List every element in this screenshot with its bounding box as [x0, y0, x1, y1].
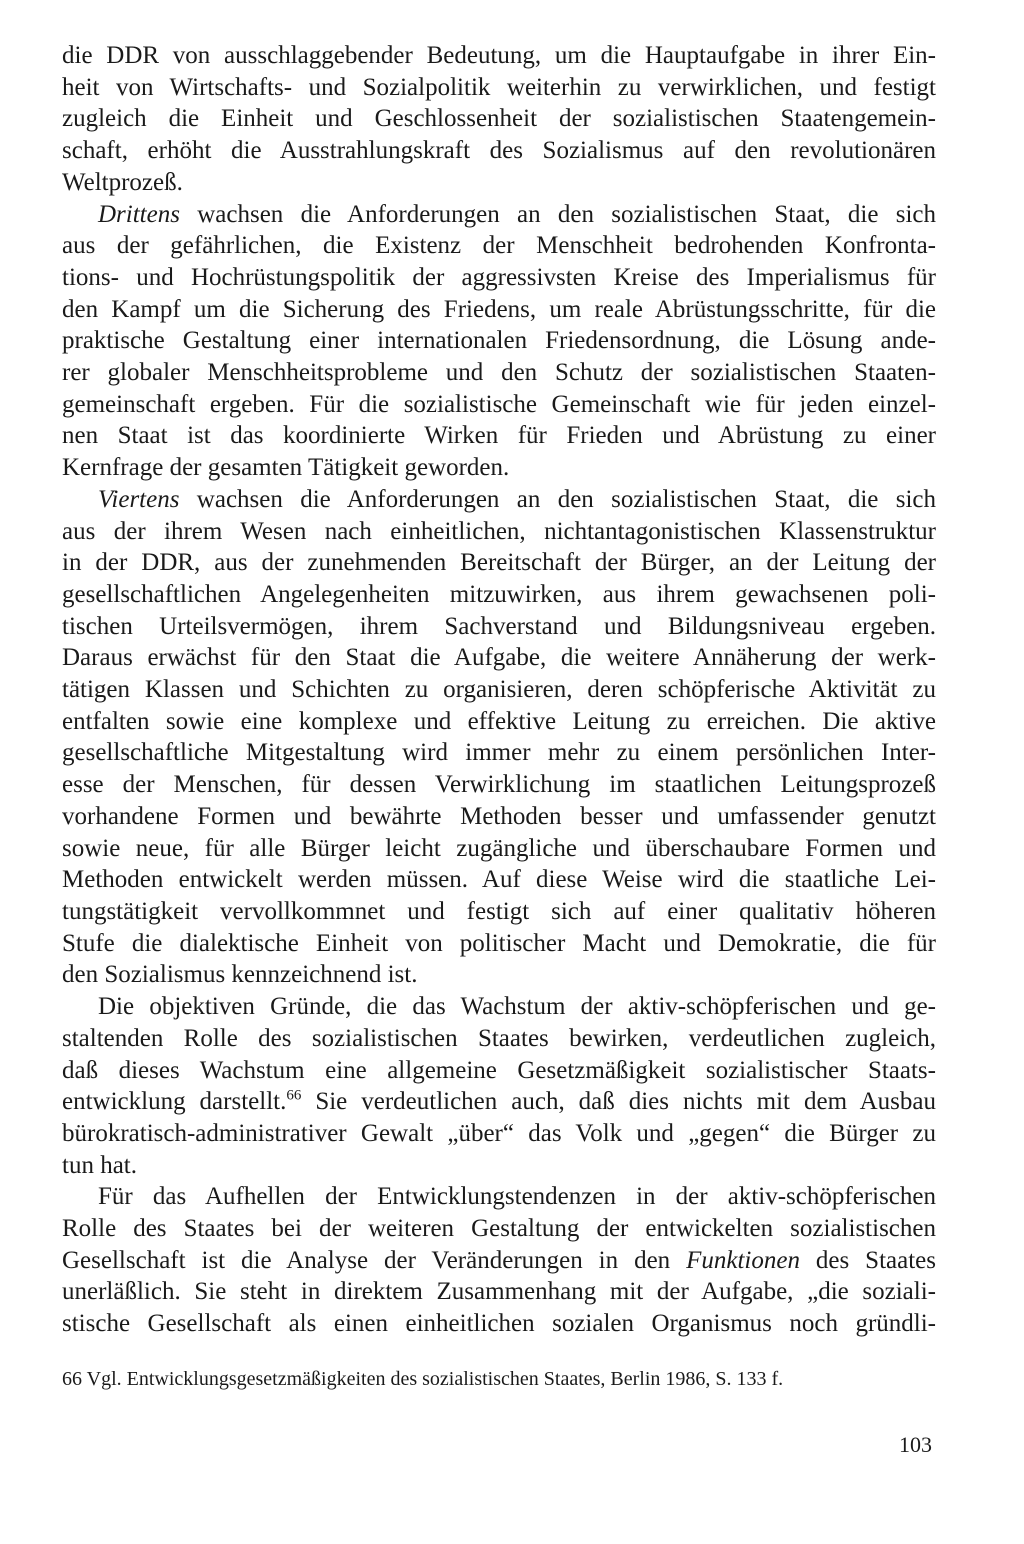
- text-line: den Kampf um die Sicherung des Friedens, um reale Abrüstungsschritte, für die: [62, 295, 936, 323]
- text-line: bürokratisch-administrativer Gewalt „über“ das Volk und „gegen“ die Bürger zu: [62, 1119, 936, 1147]
- text-line: den Sozialismus kennzeichnend ist.: [62, 961, 418, 989]
- text-line: staltenden Rolle des sozialistischen Staates bewirken, verdeutlichen zugleich,: [62, 1024, 936, 1052]
- text-line: Für das Aufhellen der Entwicklungstendenzen in der aktiv-schöpferischen: [98, 1183, 936, 1211]
- italic-lead-word: Drittens: [98, 200, 180, 228]
- text-line: Daraus erwächst für den Staat die Aufgabe, die weitere Annäherung der werk-: [62, 644, 936, 672]
- text-line: schaft, erhöht die Ausstrahlungskraft des Sozialismus auf den revolutionären: [62, 137, 936, 165]
- text-line: nen Staat ist das koordinierte Wirken für Frieden und Abrüstung zu einer: [62, 422, 936, 450]
- text-line: Stufe die dialektische Einheit von politischer Macht und Demokratie, die für: [62, 929, 936, 957]
- text-run: des Staates: [799, 1246, 936, 1274]
- text-line: aus der ihrem Wesen nach einheitlichen, nichtantagonistischen Klassenstruktur: [62, 517, 936, 545]
- paragraph: [62, 1181, 936, 1340]
- text-line: gemeinschaft ergeben. Für die sozialistische Gemeinschaft wie für jeden einzel-: [62, 390, 936, 418]
- text-line: Rolle des Staates bei der weiteren Gestaltung der entwickelten sozialistischen: [62, 1215, 936, 1243]
- text-line: aus der gefährlichen, die Existenz der Menschheit bedrohenden Konfronta-: [62, 232, 936, 260]
- footnote-reference[interactable]: 66: [286, 1087, 302, 1104]
- text-run: wachsen die Anforderungen an den sozialistischen Staat, die sich: [179, 200, 936, 228]
- text-line: [62, 1086, 936, 1118]
- text-line: rer globaler Menschheitsprobleme und den Schutz der sozialistischen Staaten-: [62, 359, 936, 387]
- text-line: [62, 199, 936, 231]
- text-line: [62, 484, 936, 516]
- italic-lead-word: Viertens: [98, 485, 180, 513]
- text-run: entwicklung darstellt.: [62, 1088, 287, 1116]
- text-line: Die objektiven Gründe, die das Wachstum der aktiv-schöpferischen und ge-: [98, 993, 936, 1021]
- text-run: wachsen die Anforderungen an den sozialistischen Staat, die sich: [179, 485, 936, 513]
- footnote: 66 Vgl. Entwicklungsgesetzmäßigkeiten des sozialistischen Staates, Berlin 1986, S. 133 f.: [62, 1368, 784, 1390]
- text-line: Methoden entwickelt werden müssen. Auf diese Weise wird die staatliche Lei-: [62, 866, 936, 894]
- text-line: esse der Menschen, für dessen Verwirklichung im staatlichen Leitungsprozeß: [62, 771, 936, 799]
- text-line: gesellschaftliche Mitgestaltung wird immer mehr zu einem persönlichen Inter-: [62, 739, 936, 767]
- italic-term: Funktionen: [686, 1246, 800, 1274]
- page-number: 103: [899, 1432, 932, 1457]
- text-line: in der DDR, aus der zunehmenden Bereitschaft der Bürger, an der Leitung der: [62, 549, 936, 577]
- paragraph: [62, 199, 936, 484]
- text-line: tun hat.: [62, 1151, 137, 1179]
- text-line: tions- und Hochrüstungspolitik der aggressivsten Kreise des Imperialismus für: [62, 263, 936, 291]
- text-run: Gesellschaft ist die Analyse der Veränderungen in den: [62, 1246, 687, 1274]
- text-line: vorhandene Formen und bewährte Methoden besser und umfassender genutzt: [62, 802, 936, 830]
- text-line: gesellschaftlichen Angelegenheiten mitzuwirken, aus ihrem gewachsenen poli-: [62, 580, 936, 608]
- text-line: die DDR von ausschlaggebender Bedeutung, um die Hauptaufgabe in ihrer Ein-: [62, 42, 936, 69]
- paragraph: [62, 991, 936, 1181]
- text-line: zugleich die Einheit und Geschlossenheit der sozialistischen Staatengemein-: [62, 105, 936, 133]
- text-line: [62, 1245, 936, 1277]
- text-line: sowie neue, für alle Bürger leicht zugängliche und überschaubare Formen und: [62, 834, 936, 862]
- text-line: daß dieses Wachstum eine allgemeine Gesetzmäßigkeit sozialistischer Staats-: [62, 1056, 936, 1084]
- text-line: tischen Urteilsvermögen, ihrem Sachverstand und Bildungsniveau ergeben.: [62, 612, 936, 640]
- text-run: Sie verdeutlichen auch, daß dies nichts mit dem Ausbau: [301, 1088, 936, 1116]
- body-text: [62, 40, 936, 1340]
- text-line: entfalten sowie eine komplexe und effektive Leitung zu erreichen. Die aktive: [62, 707, 936, 735]
- text-line: Weltprozeß.: [62, 168, 183, 196]
- text-line: tungstätigkeit vervollkommnet und festigt sich auf einer qualitativ höheren: [62, 897, 936, 925]
- text-line: tätigen Klassen und Schichten zu organisieren, deren schöpferische Aktivität zu: [62, 676, 936, 704]
- paragraph: [62, 484, 936, 991]
- text-line: Kernfrage der gesamten Tätigkeit geworden.: [62, 454, 510, 482]
- text-line: praktische Gestaltung einer internationalen Friedensordnung, die Lösung ande-: [62, 327, 936, 355]
- paragraph: [62, 40, 936, 199]
- text-line: heit von Wirtschafts- und Sozialpolitik weiterhin zu verwirklichen, und festigt: [62, 73, 936, 101]
- text-line: unerläßlich. Sie steht in direktem Zusammenhang mit der Aufgabe, „die soziali-: [62, 1278, 936, 1306]
- text-line: stische Gesellschaft als einen einheitlichen sozialen Organismus noch gründli-: [62, 1310, 936, 1338]
